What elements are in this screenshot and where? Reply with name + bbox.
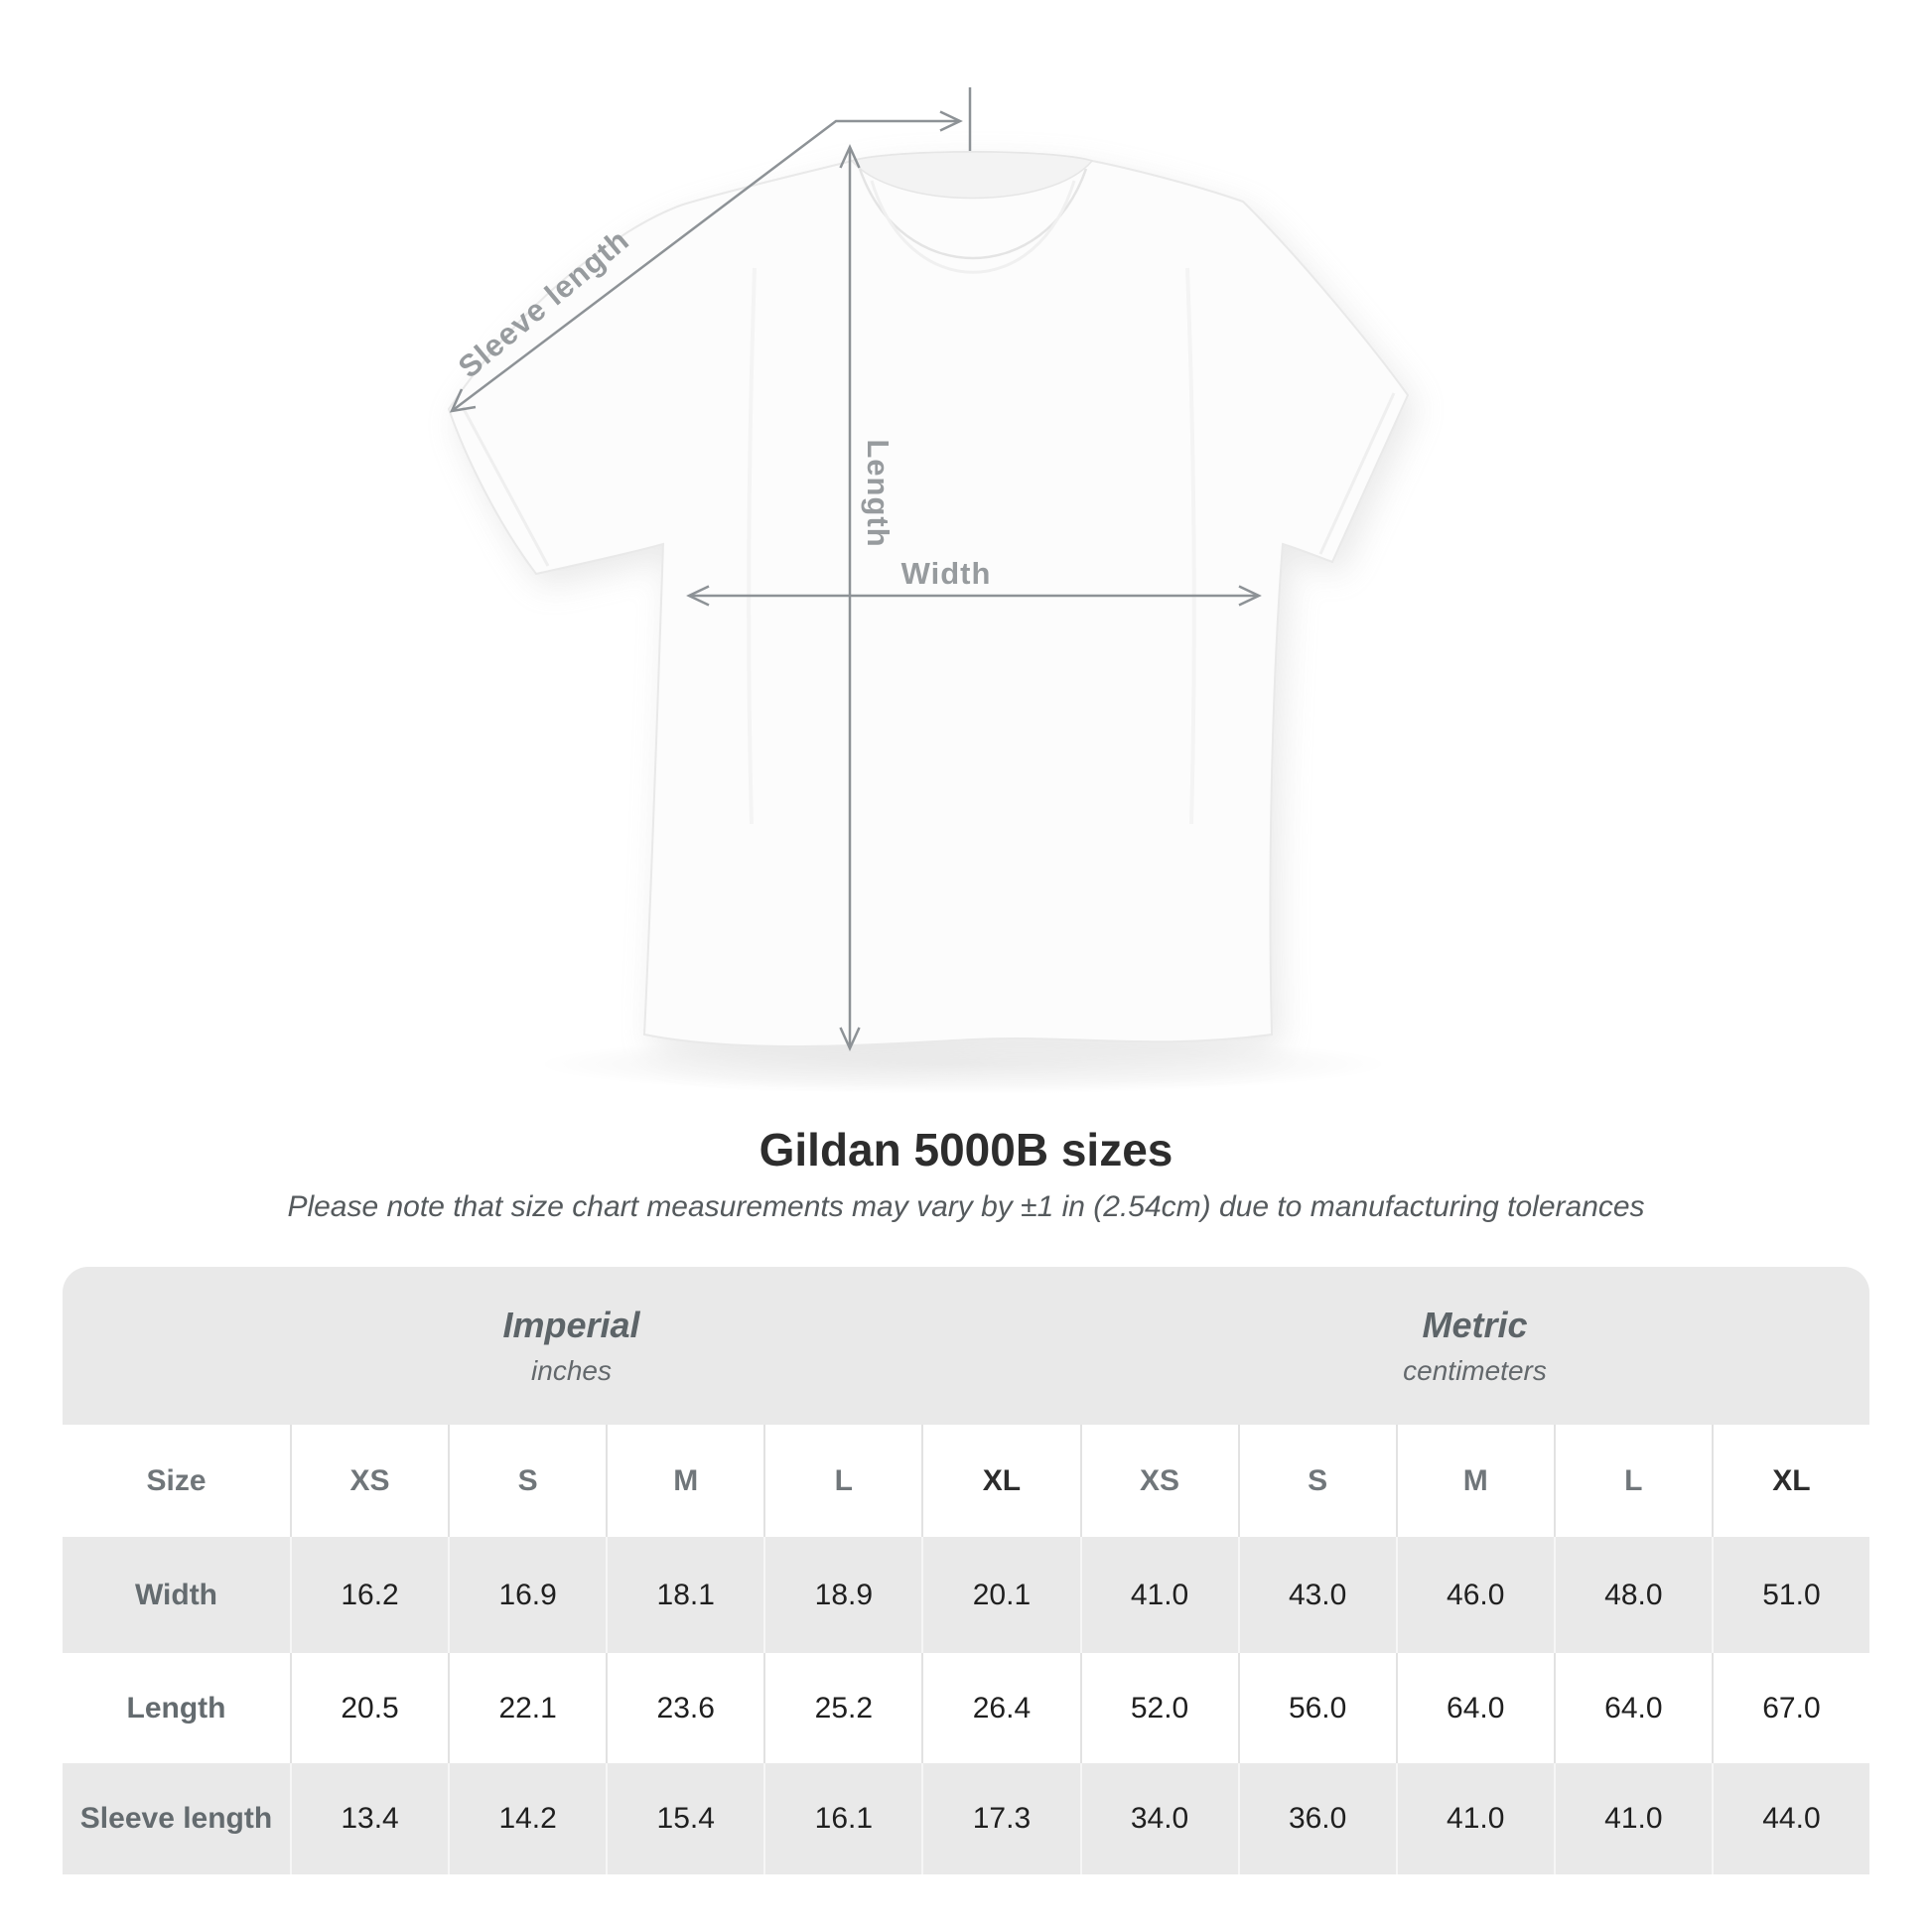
col-metric-xl: XL (1712, 1425, 1869, 1537)
cell: 13.4 (290, 1763, 448, 1874)
tolerance-note: Please note that size chart measurements may vary by ±1 in (2.54cm) due to manufacturing tolerances (287, 1189, 1645, 1223)
col-metric-s: S (1238, 1425, 1396, 1537)
cell: 22.1 (448, 1653, 606, 1763)
col-imperial-xl: XL (921, 1425, 1079, 1537)
cell: 64.0 (1554, 1653, 1712, 1763)
table-row-width (63, 1537, 1869, 1653)
cell: 48.0 (1554, 1537, 1712, 1653)
cell: 16.9 (448, 1537, 606, 1653)
col-metric-xs: XS (1080, 1425, 1238, 1537)
metric-unit: centimeters (1403, 1355, 1547, 1386)
imperial-unit: inches (531, 1355, 612, 1386)
cell: 25.2 (763, 1653, 921, 1763)
cell: 17.3 (921, 1763, 1079, 1874)
cell: 14.2 (448, 1763, 606, 1874)
cell: 20.1 (921, 1537, 1079, 1653)
unit-group-band (63, 1267, 1869, 1425)
width-label: Width (900, 556, 992, 591)
row-label: Length (126, 1691, 226, 1725)
cell: 51.0 (1712, 1537, 1869, 1653)
cell: 16.1 (763, 1763, 921, 1874)
page-title: Gildan 5000B sizes (759, 1124, 1173, 1175)
imperial-group-header (63, 1267, 1080, 1425)
corner-header: Size (146, 1463, 207, 1497)
metric-group-header (1080, 1267, 1869, 1425)
size-header-row (63, 1425, 1869, 1537)
table-row-length (63, 1653, 1869, 1763)
cell: 41.0 (1554, 1763, 1712, 1874)
metric-label: Metric (1422, 1305, 1528, 1345)
cell: 56.0 (1238, 1653, 1396, 1763)
col-imperial-xs: XS (290, 1425, 448, 1537)
cell: 16.2 (290, 1537, 448, 1653)
heading (0, 1124, 1932, 1224)
col-imperial-m: M (606, 1425, 763, 1537)
col-metric-l: L (1554, 1425, 1712, 1537)
cell: 15.4 (606, 1763, 763, 1874)
shirt-shadow (536, 1035, 1390, 1094)
col-imperial-s: S (448, 1425, 606, 1537)
cell: 23.6 (606, 1653, 763, 1763)
cell: 44.0 (1712, 1763, 1869, 1874)
cell: 41.0 (1396, 1763, 1554, 1874)
size-table (63, 1267, 1869, 1874)
col-metric-m: M (1396, 1425, 1554, 1537)
col-imperial-l: L (763, 1425, 921, 1537)
cell: 20.5 (290, 1653, 448, 1763)
cell: 41.0 (1080, 1537, 1238, 1653)
imperial-label: Imperial (502, 1305, 640, 1345)
table-row-sleeve-length (63, 1763, 1869, 1874)
length-label: Length (861, 439, 896, 548)
cell: 36.0 (1238, 1763, 1396, 1874)
cell: 18.9 (763, 1537, 921, 1653)
sleeve-length-label: Sleeve length (451, 221, 636, 385)
cell: 46.0 (1396, 1537, 1554, 1653)
cell: 43.0 (1238, 1537, 1396, 1653)
cell: 18.1 (606, 1537, 763, 1653)
cell: 52.0 (1080, 1653, 1238, 1763)
cell: 67.0 (1712, 1653, 1869, 1763)
row-label: Sleeve length (79, 1802, 273, 1835)
cell: 34.0 (1080, 1763, 1238, 1874)
cell: 64.0 (1396, 1653, 1554, 1763)
cell: 26.4 (921, 1653, 1079, 1763)
row-label: Width (134, 1578, 218, 1611)
